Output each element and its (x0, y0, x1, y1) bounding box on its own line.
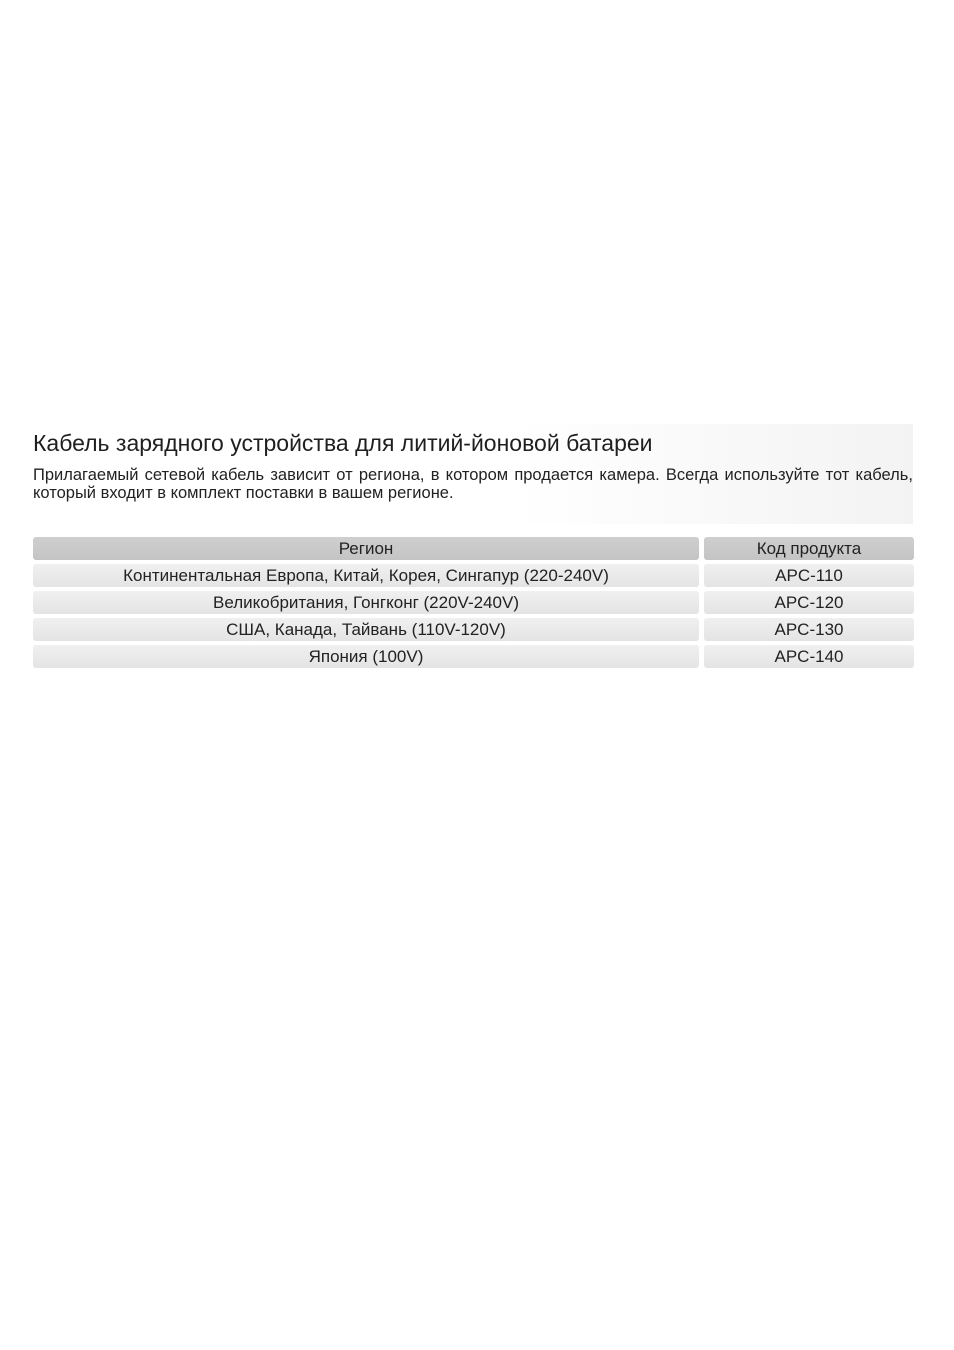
cell-product-code: APC-130 (704, 618, 914, 641)
table-row (33, 618, 914, 641)
cell-product-code: APC-110 (704, 564, 914, 587)
cell-region: Великобритания, Гонгконг (220V-240V) (33, 591, 699, 614)
cell-region: Япония (100V) (33, 645, 699, 668)
header-product-code: Код продукта (704, 537, 914, 560)
product-code-table (33, 537, 914, 672)
section-title: Кабель зарядного устройства для литий-йоновой батареи (33, 430, 653, 456)
cell-product-code: APC-140 (704, 645, 914, 668)
cell-product-code: APC-120 (704, 591, 914, 614)
table-row (33, 591, 914, 614)
header-region: Регион (33, 537, 699, 560)
cell-region: США, Канада, Тайвань (110V-120V) (33, 618, 699, 641)
table-row (33, 564, 914, 587)
table-header-row (33, 537, 914, 560)
table-row (33, 645, 914, 668)
cell-region: Континентальная Европа, Китай, Корея, Сингапур (220-240V) (33, 564, 699, 587)
section-description: Прилагаемый сетевой кабель зависит от региона, в котором продается камера. Всегда используйте тот кабель, который входит в комплект поставки в вашем регионе. (33, 466, 913, 502)
